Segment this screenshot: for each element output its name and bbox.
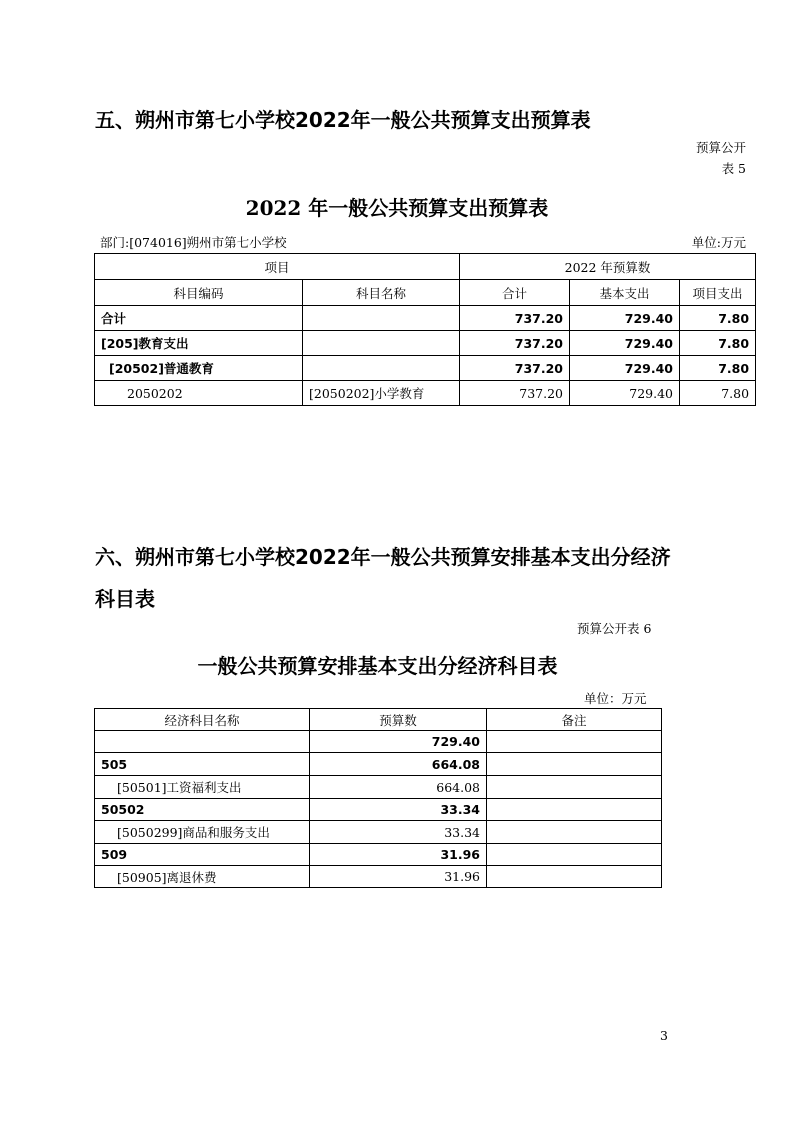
header-basic: 基本支出 [570,280,680,306]
table-row [95,356,756,381]
table-row [95,331,756,356]
row-name [303,331,460,356]
header-total: 合计 [460,280,570,306]
table-row [95,844,662,866]
header-amount: 预算数 [310,709,487,731]
row-note [487,821,662,844]
page-number: 3 [660,1028,668,1043]
section5-label-line2: 表 5 [721,161,746,176]
header-budget-group: 2022 年预算数 [460,254,756,280]
header-code: 科目编码 [95,280,303,306]
table-row [95,753,662,776]
row-note [487,866,662,888]
section5-table [94,253,756,406]
table-header-row [95,254,756,280]
header-econ-name: 经济科目名称 [95,709,310,731]
section5-dept: 部门:[074016]朔州市第七小学校 [100,235,287,250]
header-name: 科目名称 [303,280,460,306]
row-total: 737.20 [460,356,570,381]
row-econ-name: 50502 [95,799,310,821]
row-total: 737.20 [460,306,570,331]
table-row [95,821,662,844]
row-econ-name [95,731,310,753]
row-name [303,306,460,331]
section6-table [94,708,662,888]
table-row [95,866,662,888]
row-code: [20502]普通教育 [95,356,303,381]
row-code: 2050202 [95,381,303,406]
row-amount: 31.96 [310,866,487,888]
row-amount: 664.08 [310,753,487,776]
section6-heading-line1: 六、朔州市第七小学校2022年一般公共预算安排基本支出分经济 [95,545,671,569]
row-total: 737.20 [460,381,570,406]
header-project: 项目 [95,254,460,280]
row-amount: 31.96 [310,844,487,866]
row-project: 7.80 [680,331,756,356]
row-note [487,731,662,753]
section5-unit: 单位:万元 [691,235,746,250]
header-note: 备注 [487,709,662,731]
row-amount: 33.34 [310,821,487,844]
row-basic: 729.40 [570,331,680,356]
section6-table-title: 一般公共预算安排基本支出分经济科目表 [197,654,558,678]
table-header-row [95,280,756,306]
section6-label: 预算公开表 6 [577,621,652,636]
row-code: 合计 [95,306,303,331]
row-name [303,356,460,381]
table-row [95,799,662,821]
row-project: 7.80 [680,381,756,406]
row-amount: 664.08 [310,776,487,799]
row-note [487,799,662,821]
table-row [95,381,756,406]
section6-unit: 单位：万元 [584,691,647,706]
row-name: [2050202]小学教育 [303,381,460,406]
row-basic: 729.40 [570,356,680,381]
section5-table-title: 2022 年一般公共预算支出预算表 [245,196,549,220]
row-total: 737.20 [460,331,570,356]
row-project: 7.80 [680,306,756,331]
row-basic: 729.40 [570,381,680,406]
section5-label-line1: 预算公开 [695,140,746,155]
row-econ-name: 509 [95,844,310,866]
row-econ-name: [50905]离退休费 [95,866,310,888]
header-project-exp: 项目支出 [680,280,756,306]
row-note [487,844,662,866]
table-row [95,731,662,753]
row-basic: 729.40 [570,306,680,331]
table-header-row [95,709,662,731]
row-amount: 729.40 [310,731,487,753]
row-note [487,776,662,799]
table-row [95,306,756,331]
section5-heading: 五、朔州市第七小学校2022年一般公共预算支出预算表 [95,108,591,132]
row-econ-name: [50501]工资福利支出 [95,776,310,799]
row-econ-name: [5050299]商品和服务支出 [95,821,310,844]
row-amount: 33.34 [310,799,487,821]
row-note [487,753,662,776]
row-project: 7.80 [680,356,756,381]
row-econ-name: 505 [95,753,310,776]
row-code: [205]教育支出 [95,331,303,356]
section6-heading-line2: 科目表 [95,587,155,611]
table-row [95,776,662,799]
